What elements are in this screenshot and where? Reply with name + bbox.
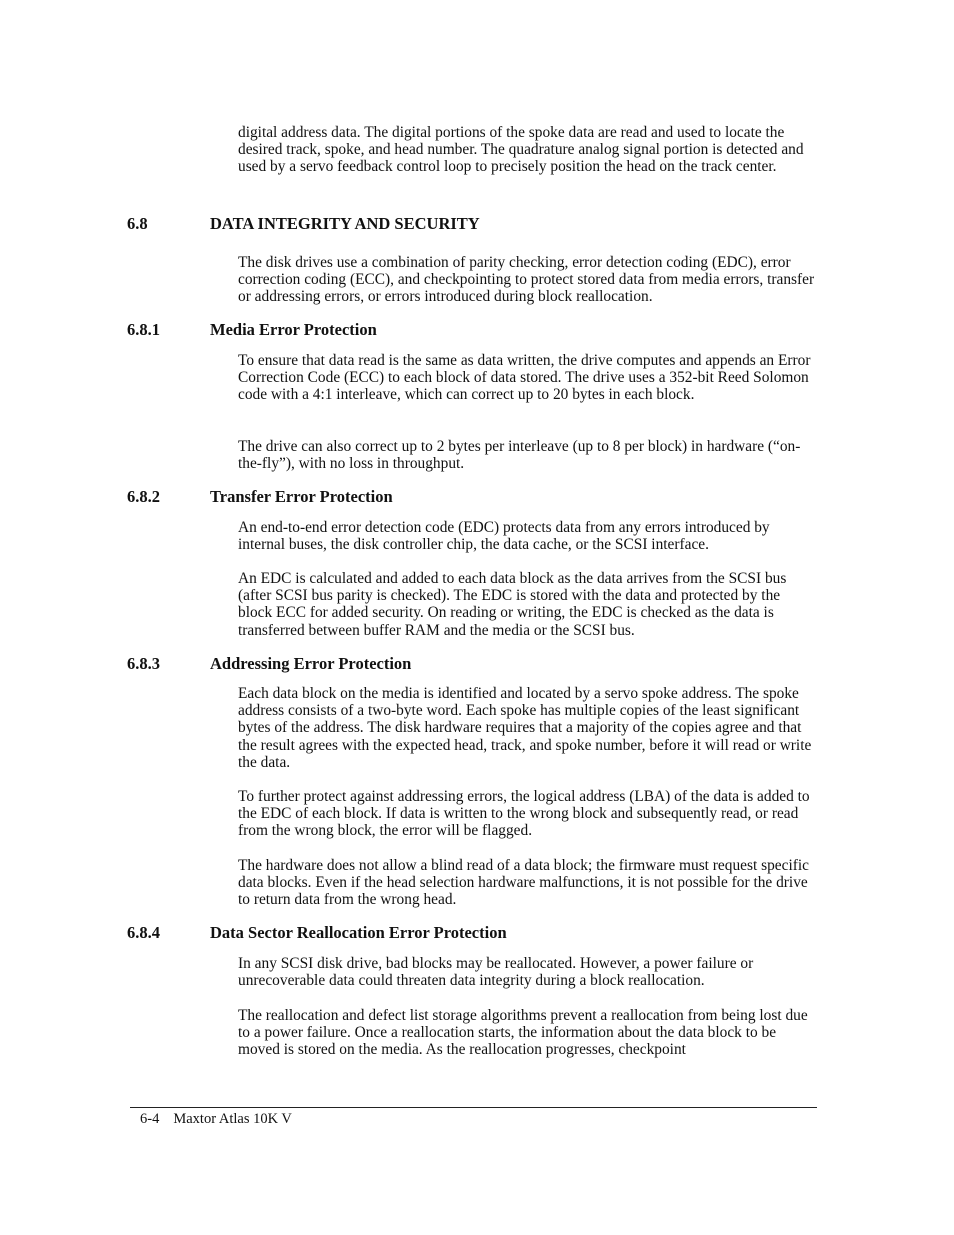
- section-number: 6.8.4: [127, 923, 160, 942]
- paragraph: The drive can also correct up to 2 bytes per interleave (up to 8 per block) in hardware (“on-the-fly”), with no loss in throughput.: [238, 438, 801, 473]
- footer-rule: [130, 1107, 817, 1108]
- page-number: 6-4: [140, 1111, 160, 1127]
- section-title: Addressing Error Protection: [210, 654, 412, 673]
- paragraph: To ensure that data read is the same as data written, the drive computes and appends an Error Correction Code (ECC) to each block of data stored. The drive uses a 352-bit Reed Solomon code with a 4:1 interleave, which can correct up to 20 bytes in each block.: [238, 352, 811, 404]
- section-title: DATA INTEGRITY AND SECURITY: [210, 214, 480, 233]
- paragraph: In any SCSI disk drive, bad blocks may be reallocated. However, a power failure or unrecoverable data could threaten data integrity during a block reallocation.: [238, 955, 754, 990]
- section-heading-6-8: [127, 214, 480, 234]
- paragraph: The hardware does not allow a blind read of a data block; the firmware must request specific data blocks. Even if the head selection hardware malfunctions, it is not possible for the drive to return data from the wrong head.: [238, 857, 809, 909]
- section-number: 6.8.3: [127, 654, 160, 673]
- section-heading-6-8-4: [127, 923, 507, 943]
- product-name: Maxtor Atlas 10K V: [173, 1111, 292, 1127]
- section-heading-6-8-2: [127, 487, 393, 507]
- section-number: 6.8: [127, 214, 148, 233]
- paragraph: The disk drives use a combination of parity checking, error detection coding (EDC), error correction coding (ECC), and checkpointing to protect stored data from media errors, transfer or addressing errors, or errors introduced during block reallocation.: [238, 254, 815, 306]
- section-heading-6-8-1: [127, 320, 377, 340]
- paragraph: An EDC is calculated and added to each data block as the data arrives from the SCSI bus (after SCSI bus parity is checked). The EDC is stored with the data and protected by the block ECC for added security. On reading or writing, the EDC is checked as the data is transferred between buffer RAM and the media or the SCSI bus.: [238, 570, 787, 639]
- section-number: 6.8.2: [127, 487, 160, 506]
- section-title: Data Sector Reallocation Error Protection: [210, 923, 507, 942]
- paragraph: Each data block on the media is identified and located by a servo spoke address. The spoke address consists of a two-byte word. Each spoke has multiple copies of the least significant bytes of the address. The disk hardware requires that a majority of the copies agree and that the result agrees with the expected head, track, and spoke number, before it will read or write the data.: [238, 685, 812, 771]
- section-number: 6.8.1: [127, 320, 160, 339]
- section-title: Media Error Protection: [210, 320, 377, 339]
- section-title: Transfer Error Protection: [210, 487, 393, 506]
- intro-paragraph: digital address data. The digital portions of the spoke data are read and used to locate the desired track, spoke, and head number. The quadrature analog signal portion is detected and used by a servo feedback control loop to precisely position the head on the track center.: [238, 124, 804, 176]
- section-heading-6-8-3: [127, 654, 411, 674]
- page-footer: [140, 1110, 292, 1128]
- paragraph: An end-to-end error detection code (EDC) protects data from any errors introduced by internal buses, the disk controller chip, the data cache, or the SCSI interface.: [238, 519, 770, 554]
- paragraph: To further protect against addressing errors, the logical address (LBA) of the data is added to the EDC of each block. If data is written to the wrong block and subsequently read, or read from the wrong block, the error will be flagged.: [238, 788, 810, 840]
- paragraph: The reallocation and defect list storage algorithms prevent a reallocation from being lost due to a power failure. Once a reallocation starts, the information about the data block to be moved is stored on the media. As the reallocation progresses, checkpoint: [238, 1007, 808, 1059]
